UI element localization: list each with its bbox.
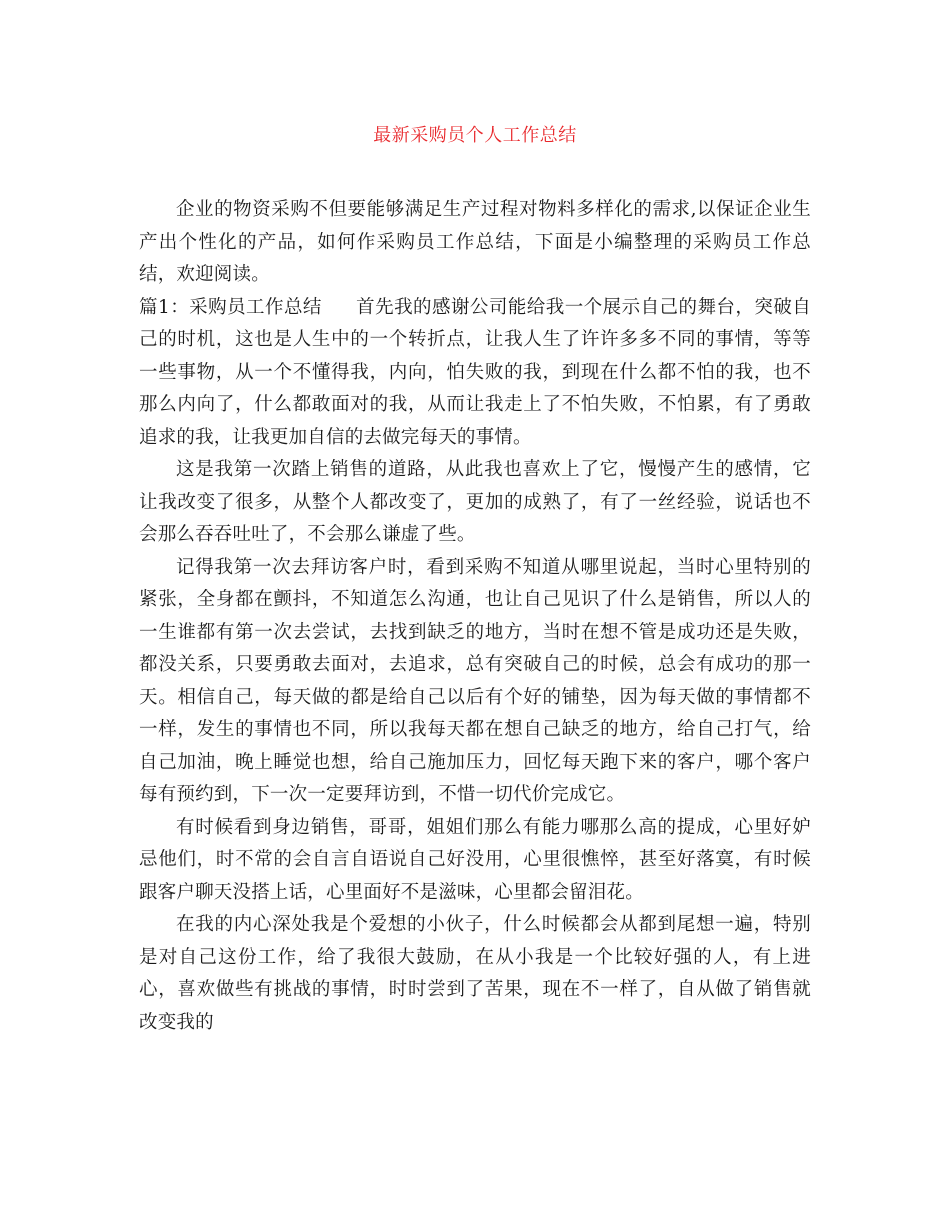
body-paragraph: 在我的内心深处我是个爱想的小伙子，什么时候都会从都到尾想一遍，特别是对自己这份工作，给了我很大鼓励，在从小我是一个比较好强的人，有上进心，喜欢做些有挑战的事情，时时尝到了苦果，现在不一样了，自从做了销售就改变我的 bbox=[139, 914, 811, 1033]
intro-paragraph: 企业的物资采购不但要能够满足生产过程对物料多样化的需求,以保证企业生产出个性化的产品，如何作采购员工作总结，下面是小编整理的采购员工作总结，欢迎阅读。 bbox=[139, 199, 811, 285]
body-paragraph: 有时候看到身边销售，哥哥，姐姐们那么有能力哪那么高的提成，心里好妒忌他们，时不常的会自言自语说自己好没用，心里很憔悴，甚至好落寞，有时候跟客户聊天没搭上话，心里面好不是滋味，心里都会留泪花。 bbox=[139, 816, 811, 903]
document-title: 最新采购员个人工作总结 bbox=[373, 125, 577, 146]
section-first-paragraph-text: 首先我的感谢公司能给我一个展示自己的舞台，突破自己的时机，这也是人生中的一个转折点，让我人生了许许多多不同的事情，等等一些事物，从一个不懂得我，内向，怕失败的我，到现在什么都不怕的我，也不那么内向了，什么都敢面对的我，从而让我走上了不怕失败，不怕累，有了勇敢追求的我，让我更加自信的去做完每天的事情。 bbox=[139, 296, 811, 448]
section-first-paragraph bbox=[139, 292, 811, 455]
section-heading: 篇1：采购员工作总结 bbox=[139, 296, 322, 318]
body-paragraph: 记得我第一次去拜访客户时，看到采购不知道从哪里说起，当时心里特别的紧张，全身都在颤抖，不知道怎么沟通，也让自己见识了什么是销售，所以人的一生谁都有第一次去尝试，去找到缺乏的地方，当时在想不管是成功还是失败，都没关系，只要勇敢去面对，去追求，总有突破自己的时候，总会有成功的那一天。相信自己，每天做的都是给自己以后有个好的铺垫，因为每天做的事情都不一样，发生的事情也不同，所以我每天都在想自己缺乏的地方，给自己打气，给自己加油，晚上睡觉也想，给自己施加压力，回忆每天跑下来的客户，哪个客户每有预约到，下一次一定要拜访到，不惜一切代价完成它。 bbox=[139, 556, 811, 805]
document-body bbox=[139, 194, 811, 1039]
body-paragraph: 这是我第一次踏上销售的道路，从此我也喜欢上了它，慢慢产生的感情，它让我改变了很多，从整个人都改变了，更加的成熟了，有了一丝经验，说话也不会那么吞吞吐吐了，不会那么谦虚了些。 bbox=[139, 459, 811, 545]
